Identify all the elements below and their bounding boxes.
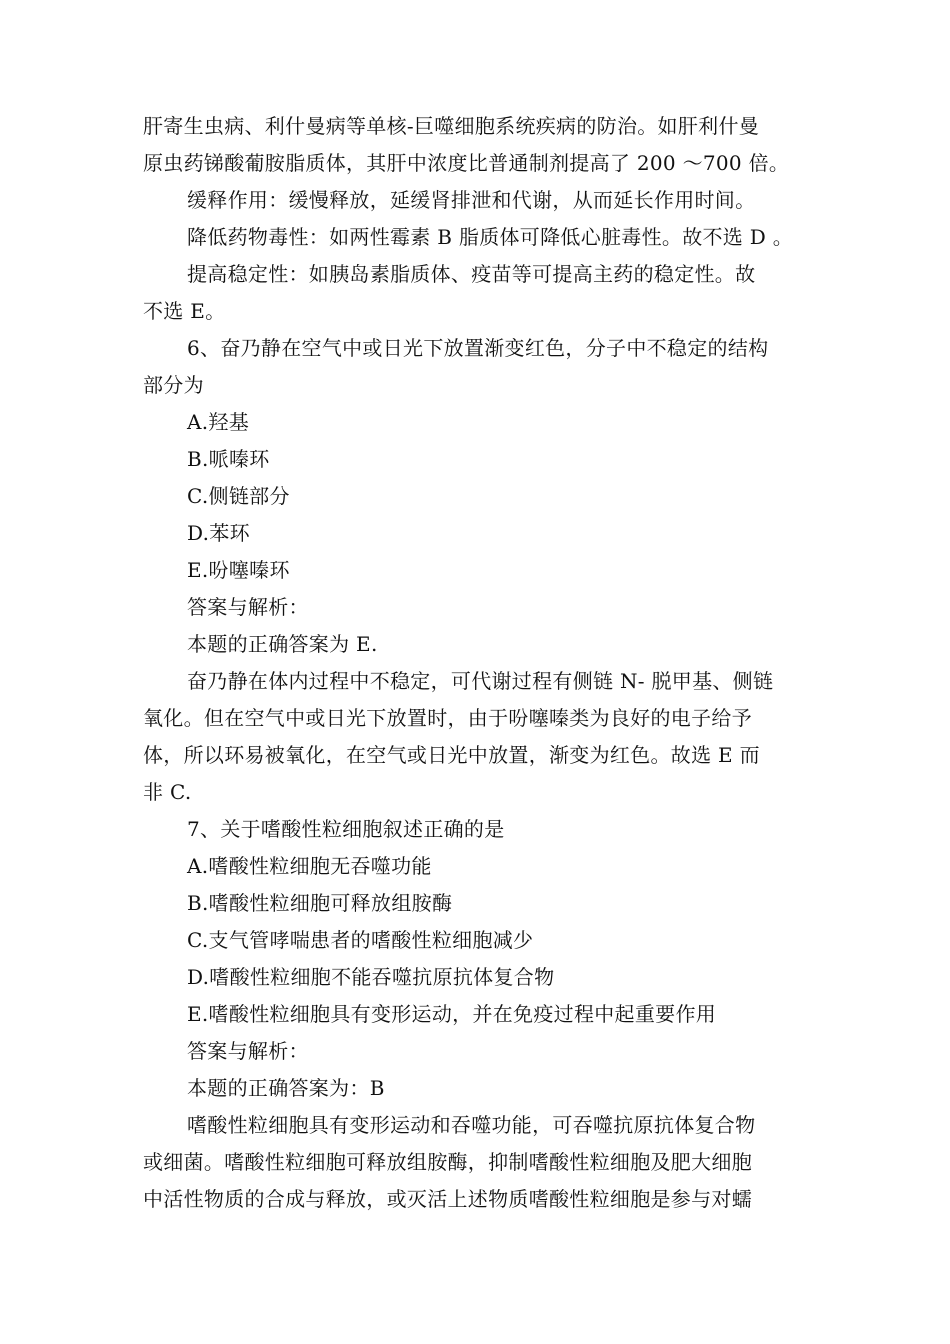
option-b: B.嗜酸性粒细胞可释放组胺酶 xyxy=(187,891,453,915)
explanation-line: 体，所以环易被氧化，在空气或日光中放置，渐变为红色。故选 E 而 xyxy=(143,743,760,767)
text-line: 不选 E。 xyxy=(143,299,226,323)
text-line: 降低药物毒性：如两性霉素 B 脂质体可降低心脏毒性。故不选 D 。 xyxy=(187,225,794,249)
question-6-stem: 部分为 xyxy=(143,373,204,397)
option-a: A.羟基 xyxy=(187,410,250,434)
option-e: E.吩噻嗪环 xyxy=(187,558,290,582)
option-c: C.支气管哮喘患者的嗜酸性粒细胞减少 xyxy=(187,928,534,952)
text-line: 缓释作用：缓慢释放，延缓肾排泄和代谢，从而延长作用时间。 xyxy=(187,188,756,212)
explanation-line: 嗜酸性粒细胞具有变形运动和吞噬功能，可吞噬抗原抗体复合物 xyxy=(187,1113,756,1137)
correct-answer: 本题的正确答案为：B xyxy=(187,1076,385,1100)
explanation-line: 奋乃静在体内过程中不稳定，可代谢过程有侧链 N- 脱甲基、侧链 xyxy=(187,669,774,693)
option-d: D.苯环 xyxy=(187,521,250,545)
text-line: 提高稳定性：如胰岛素脂质体、疫苗等可提高主药的稳定性。故 xyxy=(187,262,756,286)
answer-heading: 答案与解析： xyxy=(187,595,309,619)
option-c: C.侧链部分 xyxy=(187,484,290,508)
question-7-stem: 7、关于嗜酸性粒细胞叙述正确的是 xyxy=(187,817,505,841)
answer-heading: 答案与解析： xyxy=(187,1039,309,1063)
explanation-line: 氧化。但在空气中或日光下放置时，由于吩噻嗪类为良好的电子给予 xyxy=(143,706,752,730)
question-6-stem: 6、奋乃静在空气中或日光下放置渐变红色，分子中不稳定的结构 xyxy=(187,336,769,360)
option-e: E.嗜酸性粒细胞具有变形运动，并在免疫过程中起重要作用 xyxy=(187,1002,717,1026)
option-a: A.嗜酸性粒细胞无吞噬功能 xyxy=(187,854,432,878)
explanation-line: 非 C. xyxy=(143,780,192,804)
option-d: D.嗜酸性粒细胞不能吞噬抗原抗体复合物 xyxy=(187,965,555,989)
explanation-line: 中活性物质的合成与释放，或灭活上述物质嗜酸性粒细胞是参与对蠕 xyxy=(143,1187,752,1211)
explanation-line: 或细菌。嗜酸性粒细胞可释放组胺酶，抑制嗜酸性粒细胞及肥大细胞 xyxy=(143,1150,752,1174)
correct-answer: 本题的正确答案为 E. xyxy=(187,632,378,656)
option-b: B.哌嗪环 xyxy=(187,447,270,471)
text-line: 原虫药锑酸葡胺脂质体，其肝中浓度比普通制剂提高了 200 ～700 倍。 xyxy=(143,151,790,175)
text-line: 肝寄生虫病、利什曼病等单核-巨噬细胞系统疾病的防治。如肝利什曼 xyxy=(143,114,760,138)
